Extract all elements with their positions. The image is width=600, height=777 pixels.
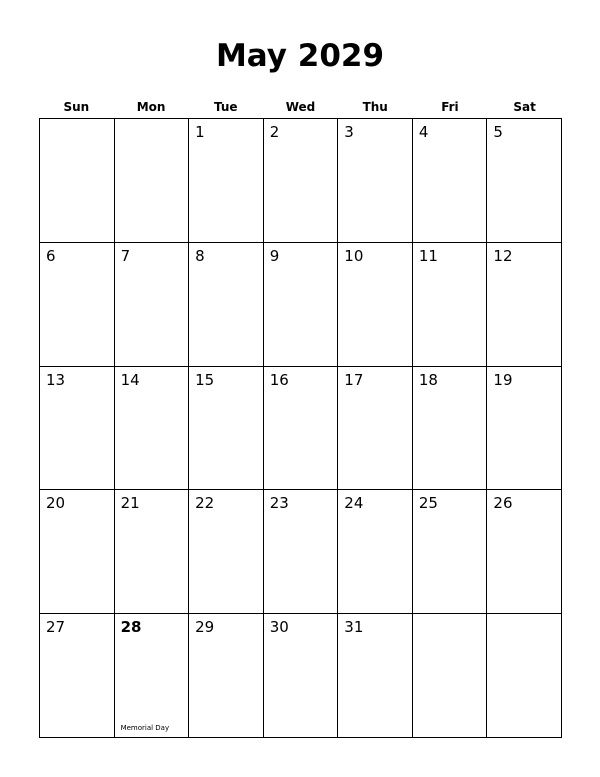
day-number: 9: [269, 246, 280, 265]
day-cell: [189, 490, 264, 614]
weekday-mon: Mon: [136, 100, 166, 114]
day-number: 19: [493, 370, 513, 389]
day-number: 30: [269, 618, 289, 637]
day-number: 16: [269, 370, 289, 389]
day-cell: [413, 243, 488, 367]
day-number: 12: [493, 246, 513, 265]
day-cell: [338, 243, 413, 367]
day-cell: [487, 490, 562, 614]
day-cell: [115, 243, 190, 367]
day-cell: [189, 243, 264, 367]
day-number: 1: [195, 123, 205, 141]
day-cell: [189, 614, 264, 738]
holiday-label: Memorial Day: [120, 724, 170, 732]
weekday-wed: Wed: [285, 100, 316, 114]
day-number: 22: [195, 494, 215, 513]
day-cell: [487, 367, 562, 491]
day-cell: [115, 614, 190, 738]
day-number: 20: [46, 494, 66, 513]
day-cell: [264, 119, 339, 243]
day-cell: [338, 490, 413, 614]
day-number: 2: [269, 123, 280, 141]
day-cell: [338, 119, 413, 243]
day-number: 15: [195, 370, 215, 389]
day-cell: [264, 243, 339, 367]
day-number: 10: [344, 246, 364, 265]
day-number: 11: [418, 246, 438, 265]
day-number: 4: [418, 123, 429, 141]
day-number: 21: [120, 494, 140, 513]
day-cell: [338, 367, 413, 491]
day-number: 5: [493, 123, 503, 141]
day-number: 29: [195, 618, 215, 637]
weekday-sat: Sat: [513, 100, 536, 114]
day-cell: [487, 243, 562, 367]
day-cell: [40, 614, 115, 738]
day-cell: [264, 614, 339, 738]
weekday-sun: Sun: [63, 100, 90, 114]
day-cell: [40, 367, 115, 491]
day-cell: [40, 119, 115, 243]
day-cell: [115, 490, 190, 614]
day-number: 31: [344, 618, 364, 637]
day-cell: [413, 367, 488, 491]
day-cell: [413, 490, 488, 614]
day-number: 25: [418, 494, 438, 513]
day-number: 24: [344, 494, 364, 513]
weekday-thu: Thu: [362, 100, 388, 114]
day-number: 27: [46, 618, 66, 637]
day-cell: [338, 614, 413, 738]
day-cell: [40, 243, 115, 367]
day-number: 3: [344, 123, 354, 141]
day-number: 18: [418, 370, 438, 389]
day-number: 14: [120, 370, 140, 389]
day-number: 13: [46, 370, 66, 389]
weekday-tue: Tue: [214, 100, 238, 114]
day-number: 17: [344, 370, 364, 389]
day-cell: [264, 490, 339, 614]
day-number: 23: [269, 494, 289, 513]
weekday-header-row: [39, 98, 562, 116]
calendar-grid: [39, 118, 562, 738]
day-cell: [40, 490, 115, 614]
day-number: 8: [195, 246, 205, 265]
day-cell: [413, 614, 488, 738]
day-number: 6: [46, 246, 56, 265]
day-cell: [189, 367, 264, 491]
calendar-title: May 2029: [215, 38, 385, 74]
day-cell: [487, 119, 562, 243]
day-cell: [115, 119, 190, 243]
weekday-fri: Fri: [441, 100, 459, 114]
day-cell: [413, 119, 488, 243]
day-cell: [189, 119, 264, 243]
day-cell: [264, 367, 339, 491]
day-cell: [487, 614, 562, 738]
day-number: 7: [120, 246, 131, 265]
day-cell: [115, 367, 190, 491]
day-number: 28: [120, 618, 142, 637]
day-number: 26: [493, 494, 513, 513]
